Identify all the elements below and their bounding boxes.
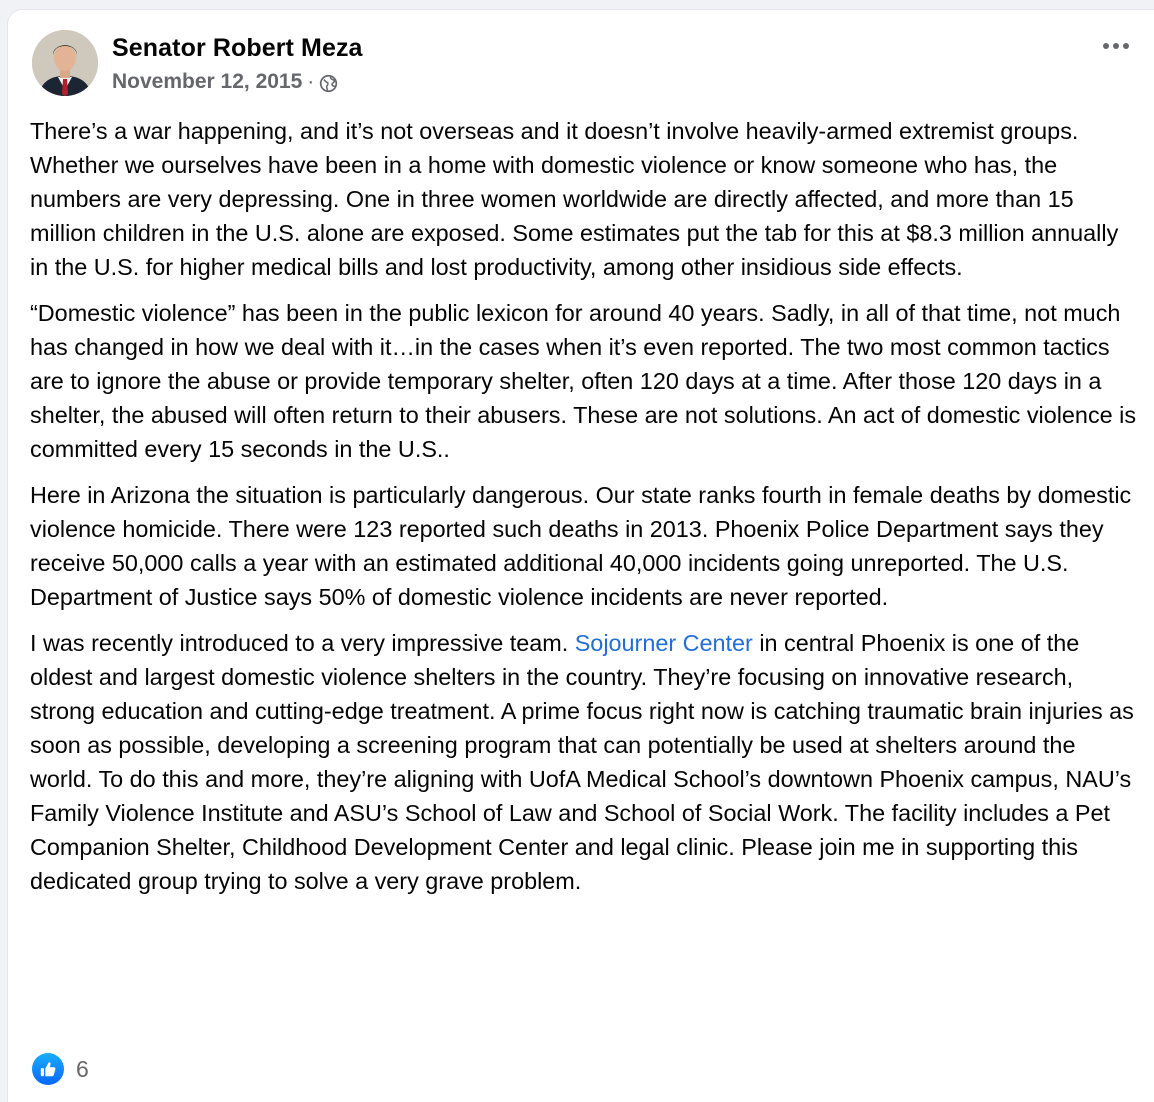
reaction-count[interactable]: 6 [76, 1055, 89, 1082]
more-dot [1113, 43, 1119, 49]
post-body [30, 114, 1140, 910]
sojourner-center-link[interactable]: Sojourner Center [574, 630, 753, 656]
more-dot [1103, 43, 1109, 49]
post-paragraph-last [30, 626, 1140, 898]
author-name[interactable]: Senator Robert Meza [112, 34, 363, 62]
post-meta [112, 70, 338, 94]
more-options-icon[interactable] [1096, 36, 1136, 56]
like-icon[interactable] [32, 1053, 64, 1085]
paragraph-text: in central Phoenix is one of the oldest and largest domestic violence shelters in the country. They’re focusing on innovative research, strong education and cutting-edge treatment. A prime focus right now is catching traumatic brain injuries as soon as possible, developing a screening program that can potentially be used at shelters around the world. To do this and more, they’re aligning with UofA Medical School’s downtown Phoenix campus, NAU’s Family Violence Institute and ASU’s School of Law and School of Social Work. The facility includes a Pet Companion Shelter, Childhood Development Center and legal clinic. Please join me in supporting this dedicated group trying to solve a very grave problem. [30, 630, 1134, 894]
more-dot [1123, 43, 1129, 49]
post-header [32, 30, 1132, 100]
paragraph-text: I was recently introduced to a very impressive team. [30, 630, 575, 656]
post-date[interactable]: November 12, 2015 [112, 70, 303, 93]
globe-icon [319, 74, 338, 93]
post-card [8, 10, 1154, 1102]
reactions-bar[interactable] [32, 1051, 89, 1087]
post-paragraph: “Domestic violence” has been in the public lexicon for around 40 years. Sadly, in all of that time, not much has changed in how we deal with it…in the cases when it’s even reported. The two most common tactics are to ignore the abuse or provide temporary shelter, often 120 days at a time. After those 120 days in a shelter, the abused will often return to their abusers. These are not solutions. An act of domestic violence is committed every 15 seconds in the U.S.. [30, 300, 1137, 462]
meta-separator: · [307, 70, 315, 93]
author-avatar[interactable] [32, 30, 98, 96]
post-paragraph: Here in Arizona the situation is particularly dangerous. Our state ranks fourth in female deaths by domestic violence homicide. There were 123 reported such deaths in 2013. Phoenix Police Department says they receive 50,000 calls a year with an estimated additional 40,000 incidents going unreported. The U.S. Department of Justice says 50% of domestic violence incidents are never reported. [30, 482, 1132, 610]
post-paragraph: There’s a war happening, and it’s not overseas and it doesn’t involve heavily-armed extremist groups. Whether we ourselves have been in a home with domestic violence or know someone who has, the numbers are very depressing. One in three women worldwide are directly affected, and more than 15 million children in the U.S. alone are exposed. Some estimates put the tab for this at $8.3 million annually in the U.S. for higher medical bills and lost productivity, among other insidious side effects. [30, 118, 1119, 280]
